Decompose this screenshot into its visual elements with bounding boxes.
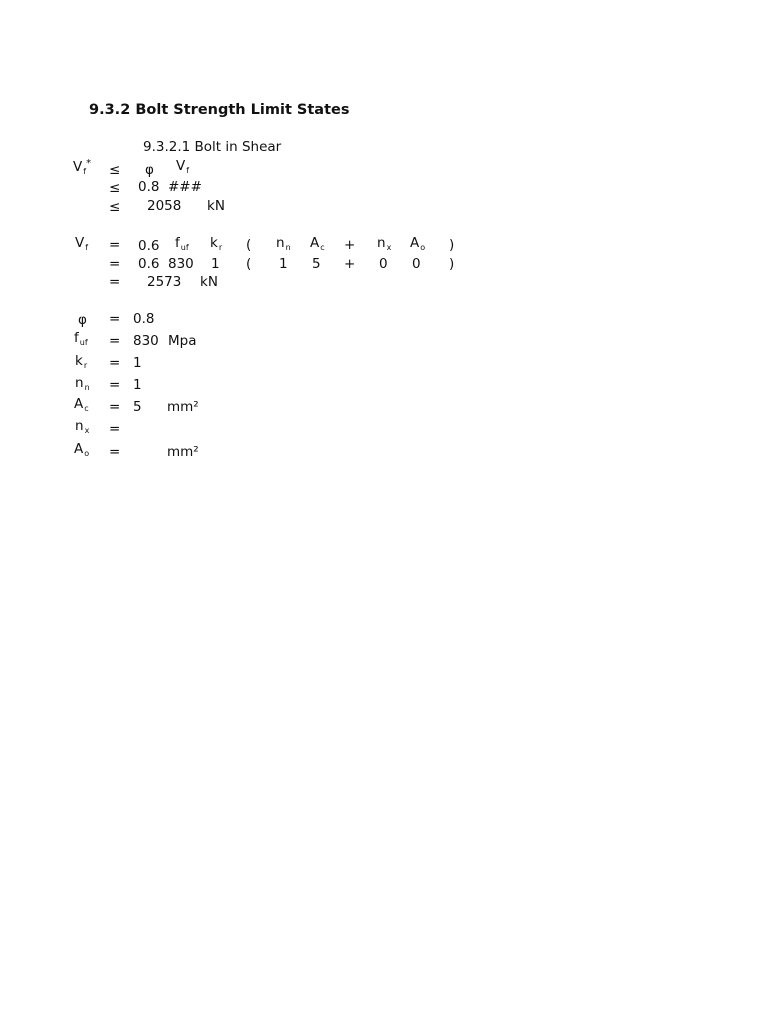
f-subscript: f — [83, 167, 87, 176]
o-subscript: o — [420, 243, 426, 252]
phi-definition-value: 0.8 — [133, 311, 155, 327]
phi-value: 0.6 — [138, 238, 160, 254]
nn-symbol — [75, 377, 90, 391]
v-letter: V — [75, 235, 85, 251]
ac-symbol — [74, 398, 89, 412]
f-letter: f — [175, 235, 180, 251]
fuf-value: 830 — [168, 256, 194, 272]
nx-symbol — [75, 420, 89, 434]
c-subscript: c — [84, 404, 89, 413]
a-letter: A — [410, 235, 420, 251]
n-letter: n — [75, 375, 84, 391]
nn-definition-value: 1 — [133, 377, 142, 393]
le-sign: ≤ — [109, 180, 121, 196]
c-subscript: c — [320, 243, 325, 252]
v-letter: V — [73, 159, 83, 175]
right-paren: ) — [449, 256, 455, 272]
left-paren: ( — [246, 256, 252, 272]
vf-symbol — [176, 160, 189, 174]
phi-symbol: φ — [145, 162, 154, 178]
vf-star-symbol — [73, 158, 92, 176]
x-subscript: x — [386, 243, 392, 252]
r-subscript: r — [83, 361, 88, 370]
equals-sign: = — [109, 274, 121, 290]
o-subscript: o — [84, 449, 90, 458]
equals-sign: = — [109, 444, 121, 460]
equals-sign: = — [109, 311, 121, 327]
vf-result-value: 2573 — [147, 274, 182, 290]
kr-definition-value: 1 — [133, 355, 142, 371]
a-letter: A — [74, 396, 84, 412]
le-sign: ≤ — [109, 162, 121, 178]
phi-value: 0.6 — [138, 256, 160, 272]
ao-definition-unit: mm² — [167, 444, 199, 460]
ao-symbol — [74, 443, 89, 457]
fuf-definition-value: 830 — [133, 333, 159, 349]
plus-sign: + — [344, 256, 356, 272]
a-letter: A — [310, 235, 320, 251]
left-paren: ( — [246, 237, 252, 253]
n-letter: n — [377, 235, 386, 251]
kr-symbol — [75, 355, 87, 369]
n-subscript: n — [84, 383, 90, 392]
nn-symbol — [276, 237, 291, 251]
le-sign: ≤ — [109, 199, 121, 215]
fuf-symbol — [175, 237, 189, 251]
equals-sign: = — [109, 237, 121, 253]
ao-symbol — [410, 237, 425, 251]
right-paren: ) — [449, 237, 455, 253]
equals-sign: = — [109, 256, 121, 272]
equals-sign: = — [109, 377, 121, 393]
capacity-unit: kN — [207, 198, 225, 214]
a-letter: A — [74, 441, 84, 457]
plus-sign: + — [344, 237, 356, 253]
star-superscript: * — [86, 158, 92, 169]
subsection-heading: 9.3.2.1 Bolt in Shear — [143, 139, 282, 155]
k-letter: k — [210, 235, 218, 251]
x-subscript: x — [84, 426, 90, 435]
phi-symbol: φ — [78, 312, 87, 328]
uf-subscript: uf — [79, 338, 88, 347]
equals-sign: = — [109, 399, 121, 415]
capacity-value: 2058 — [147, 198, 182, 214]
phi-value: 0.8 — [138, 179, 160, 195]
kr-symbol — [210, 237, 222, 251]
ac-symbol — [310, 237, 325, 251]
r-subscript: r — [218, 243, 223, 252]
uf-subscript: uf — [180, 243, 189, 252]
f-subscript: f — [85, 243, 89, 252]
n-subscript: n — [285, 243, 291, 252]
k-letter: k — [75, 353, 83, 369]
nx-symbol — [377, 237, 391, 251]
equals-sign: = — [109, 421, 121, 437]
ac-definition-unit: mm² — [167, 399, 199, 415]
equals-sign: = — [109, 355, 121, 371]
f-letter: f — [74, 330, 79, 346]
equals-sign: = — [109, 333, 121, 349]
kr-value: 1 — [211, 256, 220, 272]
v-letter: V — [176, 158, 186, 174]
ac-definition-value: 5 — [133, 399, 142, 415]
n-letter: n — [276, 235, 285, 251]
nn-value: 1 — [279, 256, 288, 272]
nx-value: 0 — [379, 256, 388, 272]
vf-symbol — [75, 237, 88, 251]
vf-result-unit: kN — [200, 274, 218, 290]
section-heading: 9.3.2 Bolt Strength Limit States — [89, 102, 350, 118]
f-subscript: f — [186, 166, 190, 175]
ao-value: 0 — [412, 256, 421, 272]
fuf-symbol — [74, 332, 88, 346]
ac-value: 5 — [312, 256, 321, 272]
vf-value: ### — [168, 179, 202, 195]
fuf-definition-unit: Mpa — [168, 333, 197, 349]
n-letter: n — [75, 418, 84, 434]
